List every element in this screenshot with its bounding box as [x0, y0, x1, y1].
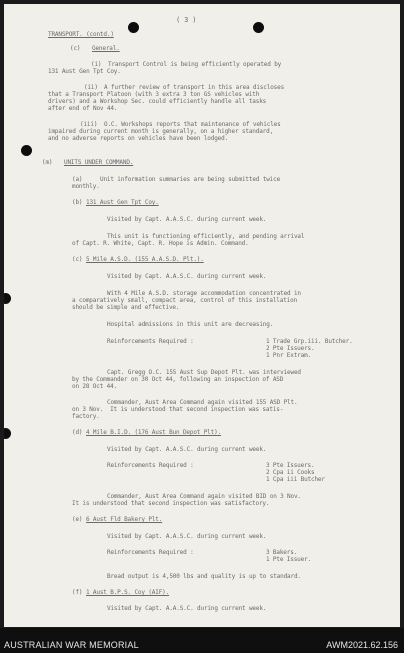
reinforcement-item: 1 Pnr Extram.: [266, 352, 312, 359]
section-title: UNITS UNDER COMMAND.: [64, 159, 134, 166]
punch-hole-top-left: [128, 22, 139, 33]
reinforcement-item: 2 Pte Issuers.: [266, 345, 315, 352]
item-label: (c): [72, 256, 83, 263]
item-label: (b): [72, 199, 83, 206]
reinforcement-item: 2 Cpa ii Cooks: [266, 469, 315, 476]
para-line: 131 Aust Gen Tpt Coy.: [48, 68, 121, 75]
para-number: (i): [91, 61, 102, 68]
item-title: 5 Mile A.S.D. (155 A.A.S.D. Plt.).: [86, 256, 204, 263]
para-number: (ii): [84, 84, 98, 91]
para-line: factory.: [72, 413, 100, 420]
para-line: Commander, Aust Area Command again visited BID on 3 Nov.: [107, 493, 301, 500]
para-line: should be simple and effective.: [72, 304, 180, 311]
item-title: General.: [92, 45, 120, 52]
para-line: Unit information summaries are being submitted twice: [100, 176, 281, 183]
footer-catalogue-id: AWM2021.62.156: [326, 640, 398, 650]
para-line: Visited by Capt. A.A.S.C. during current week.: [107, 605, 267, 612]
para-line: Visited by Capt. A.A.S.C. during current week.: [107, 273, 267, 280]
item-title: 4 Mile B.I.D. (176 Aust Bun Depot Plt).: [86, 429, 222, 436]
item-title: 131 Aust Gen Tpt Coy.: [86, 199, 159, 206]
reinforcement-item: 1 Cpa iii Butcher: [266, 476, 325, 483]
para-line: A further review of transport in this area discloses: [104, 84, 285, 91]
document-page: [4, 4, 400, 627]
para-line: With 4 Mile A.S.D. storage accommodation concentrated in: [107, 290, 301, 297]
para-line: on 28 Oct 44.: [72, 383, 118, 390]
para-line: O.C. Workshops reports that maintenance of vehicles: [104, 121, 281, 128]
para-line: It is understood that second inspection was satisfactory.: [72, 500, 270, 507]
para-line: drivers) and a Workshop Sec. could efficiently handle all tasks: [48, 98, 267, 105]
reinforcements-label: Reinforcements Required :: [107, 462, 194, 469]
reinforcements-label: Reinforcements Required :: [107, 338, 194, 345]
footer-institution: AUSTRALIAN WAR MEMORIAL: [4, 640, 139, 650]
punch-hole-left-3: [4, 428, 11, 439]
item-label: (e): [72, 516, 83, 523]
reinforcement-item: 1 Trade Grp.iii. Butcher.: [266, 338, 353, 345]
para-line: This unit is functioning efficiently, and pending arrival: [107, 233, 305, 240]
para-line: that a Transport Platoon (with 3 extra 3 ton GS vehicles with: [48, 91, 260, 98]
para-number: (iii): [80, 121, 98, 128]
para-line: Visited by Capt. A.A.S.C. during current week.: [107, 533, 267, 540]
section-label: (m): [42, 159, 53, 166]
reinforcement-item: 3 Bakers.: [266, 549, 298, 556]
item-label: (d): [72, 429, 83, 436]
reinforcement-item: 3 Pte Issuers.: [266, 462, 315, 469]
para-line: Bread output is 4,500 lbs and quality is up to standard.: [107, 573, 301, 580]
punch-hole-top-right: [253, 22, 264, 33]
para-line: Visited by Capt. A.A.S.C. during current week.: [107, 446, 267, 453]
punch-hole-left-1: [21, 145, 32, 156]
para-line: Commander, Aust Area Command again visited 155 ASD Plt.: [107, 399, 298, 406]
item-title: 1 Aust B.P.S. Coy (AIF).: [86, 589, 170, 596]
para-line: monthly.: [72, 183, 100, 190]
reinforcement-item: 1 Pte Issuer.: [266, 556, 312, 563]
item-title: 6 Aust Fld Bakery Plt.: [86, 516, 163, 523]
para-line: after end of Nov 44.: [48, 105, 118, 112]
punch-hole-left-2: [4, 293, 11, 304]
para-line: by the Commander on 30 Oct 44, following an inspection of ASD: [72, 376, 284, 383]
item-label: (c): [70, 45, 81, 52]
item-label: (a): [72, 176, 83, 183]
para-line: of Capt. R. White, Capt. R. Hope is Admin. Command.: [72, 240, 249, 247]
para-line: Hospital admissions in this unit are decreasing.: [107, 321, 274, 328]
para-line: Capt. Gregg O.C. 155 Aust Sup Depot Plt. was interviewed: [107, 369, 301, 376]
page-number: ( 3 ): [176, 16, 197, 24]
item-label: (f): [72, 589, 83, 596]
para-line: Transport Control is being efficiently operated by: [108, 61, 282, 68]
para-line: and no adverse reports on vehicles have been lodged.: [48, 135, 229, 142]
para-line: a comparatively small, compact area, control of this installation: [72, 297, 298, 304]
reinforcements-label: Reinforcements Required :: [107, 549, 194, 556]
archive-footer: [0, 628, 404, 653]
section-heading: TRANSPORT. (contd.): [48, 31, 114, 38]
para-line: Visited by Capt. A.A.S.C. during current week.: [107, 216, 267, 223]
para-line: on 3 Nov. It is understood that second inspection was satis-: [72, 406, 284, 413]
para-line: impaired during current month is generally, on a higher standard,: [48, 128, 274, 135]
